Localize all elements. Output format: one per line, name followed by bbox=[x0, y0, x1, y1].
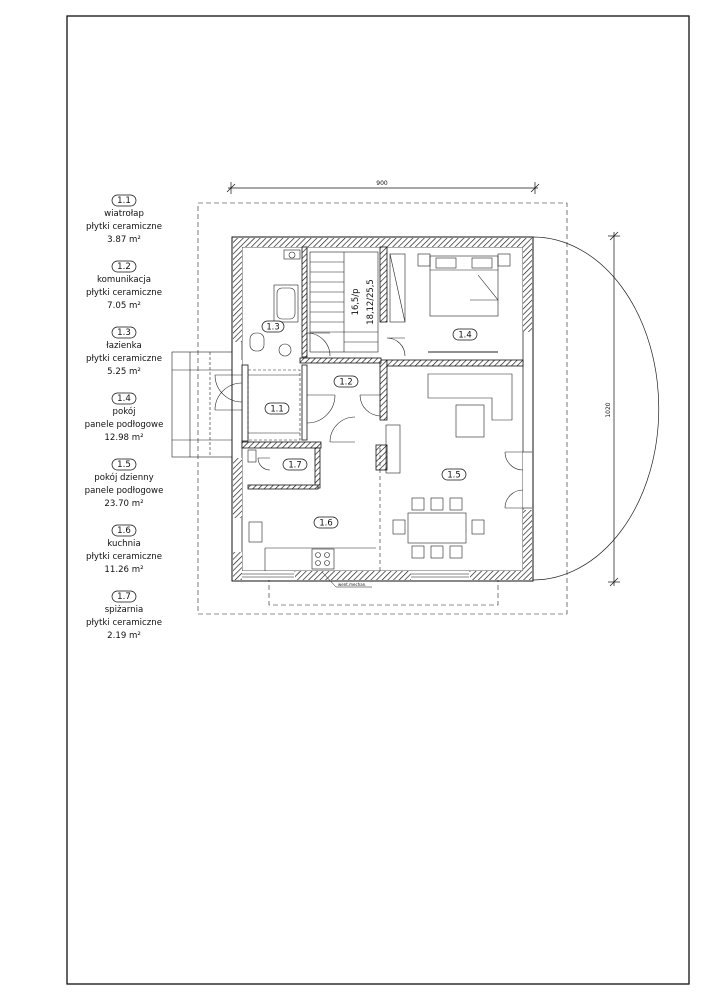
room-label-1-5 bbox=[442, 469, 466, 480]
dimension-height: 1020 bbox=[605, 402, 612, 418]
svg-text:1.6: 1.6 bbox=[319, 517, 333, 528]
legend-room-id: 1.2 bbox=[117, 262, 131, 272]
sheet-border bbox=[67, 16, 689, 984]
room-legend bbox=[85, 195, 164, 641]
legend-room-name: spiżarnia bbox=[104, 605, 144, 615]
legend-room-area: 3.87 m² bbox=[107, 235, 141, 245]
stair-label-1: 16,5/p bbox=[350, 288, 360, 316]
legend-room-name: kuchnia bbox=[107, 539, 141, 549]
legend-room-id: 1.3 bbox=[117, 328, 131, 338]
legend-room-name: pokój dzienny bbox=[94, 473, 154, 483]
legend-room-area: 11.26 m² bbox=[104, 565, 144, 575]
svg-text:1.2: 1.2 bbox=[339, 376, 353, 387]
legend-room-area: 2.19 m² bbox=[107, 631, 141, 641]
room-label-1-1 bbox=[265, 403, 289, 414]
legend-room-finish: płytki ceramiczne bbox=[86, 288, 162, 298]
svg-text:1.7: 1.7 bbox=[288, 459, 302, 470]
legend-room-finish: płytki ceramiczne bbox=[86, 222, 162, 232]
terrace-arc bbox=[533, 237, 659, 580]
legend-room-area: 12.98 m² bbox=[104, 433, 144, 443]
legend-room-area: 7.05 m² bbox=[107, 301, 141, 311]
legend-room-id: 1.1 bbox=[117, 196, 131, 206]
legend-room-id: 1.7 bbox=[117, 592, 131, 602]
legend-room-id: 1.4 bbox=[117, 394, 131, 404]
dimension-width: 900 bbox=[376, 180, 388, 187]
room-label-1-6 bbox=[314, 517, 338, 528]
svg-text:1.3: 1.3 bbox=[266, 321, 280, 332]
room-label-1-7 bbox=[283, 459, 307, 470]
legend-room-name: wiatrołap bbox=[104, 209, 144, 219]
legend-room-name: łazienka bbox=[106, 341, 142, 351]
legend-room-finish: płytki ceramiczne bbox=[86, 354, 162, 364]
legend-entry bbox=[86, 261, 162, 311]
legend-room-id: 1.5 bbox=[117, 460, 131, 470]
legend-entry bbox=[85, 393, 164, 443]
room-label-1-2 bbox=[334, 376, 358, 387]
legend-entry bbox=[86, 195, 162, 245]
legend-room-finish: płytki ceramiczne bbox=[86, 552, 162, 562]
legend-room-id: 1.6 bbox=[117, 526, 131, 536]
legend-entry bbox=[86, 327, 162, 377]
legend-room-area: 23.70 m² bbox=[104, 499, 144, 509]
stair-label-2: 18,12/25,5 bbox=[365, 279, 375, 325]
room-label-1-4 bbox=[453, 329, 477, 340]
svg-text:1.4: 1.4 bbox=[458, 329, 472, 340]
inner-walls bbox=[242, 247, 523, 489]
legend-entry bbox=[86, 525, 162, 575]
legend-room-area: 5.25 m² bbox=[107, 367, 141, 377]
svg-text:1.5: 1.5 bbox=[447, 469, 461, 480]
room-label-1-3 bbox=[262, 321, 284, 332]
svg-text:1.1: 1.1 bbox=[270, 403, 284, 414]
legend-room-finish: płytki ceramiczne bbox=[86, 618, 162, 628]
entrance-steps bbox=[172, 352, 232, 457]
legend-room-name: komunikacja bbox=[96, 275, 152, 285]
legend-entry bbox=[85, 459, 164, 509]
legend-room-finish: panele podłogowe bbox=[84, 486, 164, 496]
vent-label: went.mechan. bbox=[338, 582, 367, 587]
legend-entry bbox=[86, 591, 162, 641]
legend-room-finish: panele podłogowe bbox=[84, 420, 164, 430]
legend-room-name: pokój bbox=[112, 407, 136, 417]
